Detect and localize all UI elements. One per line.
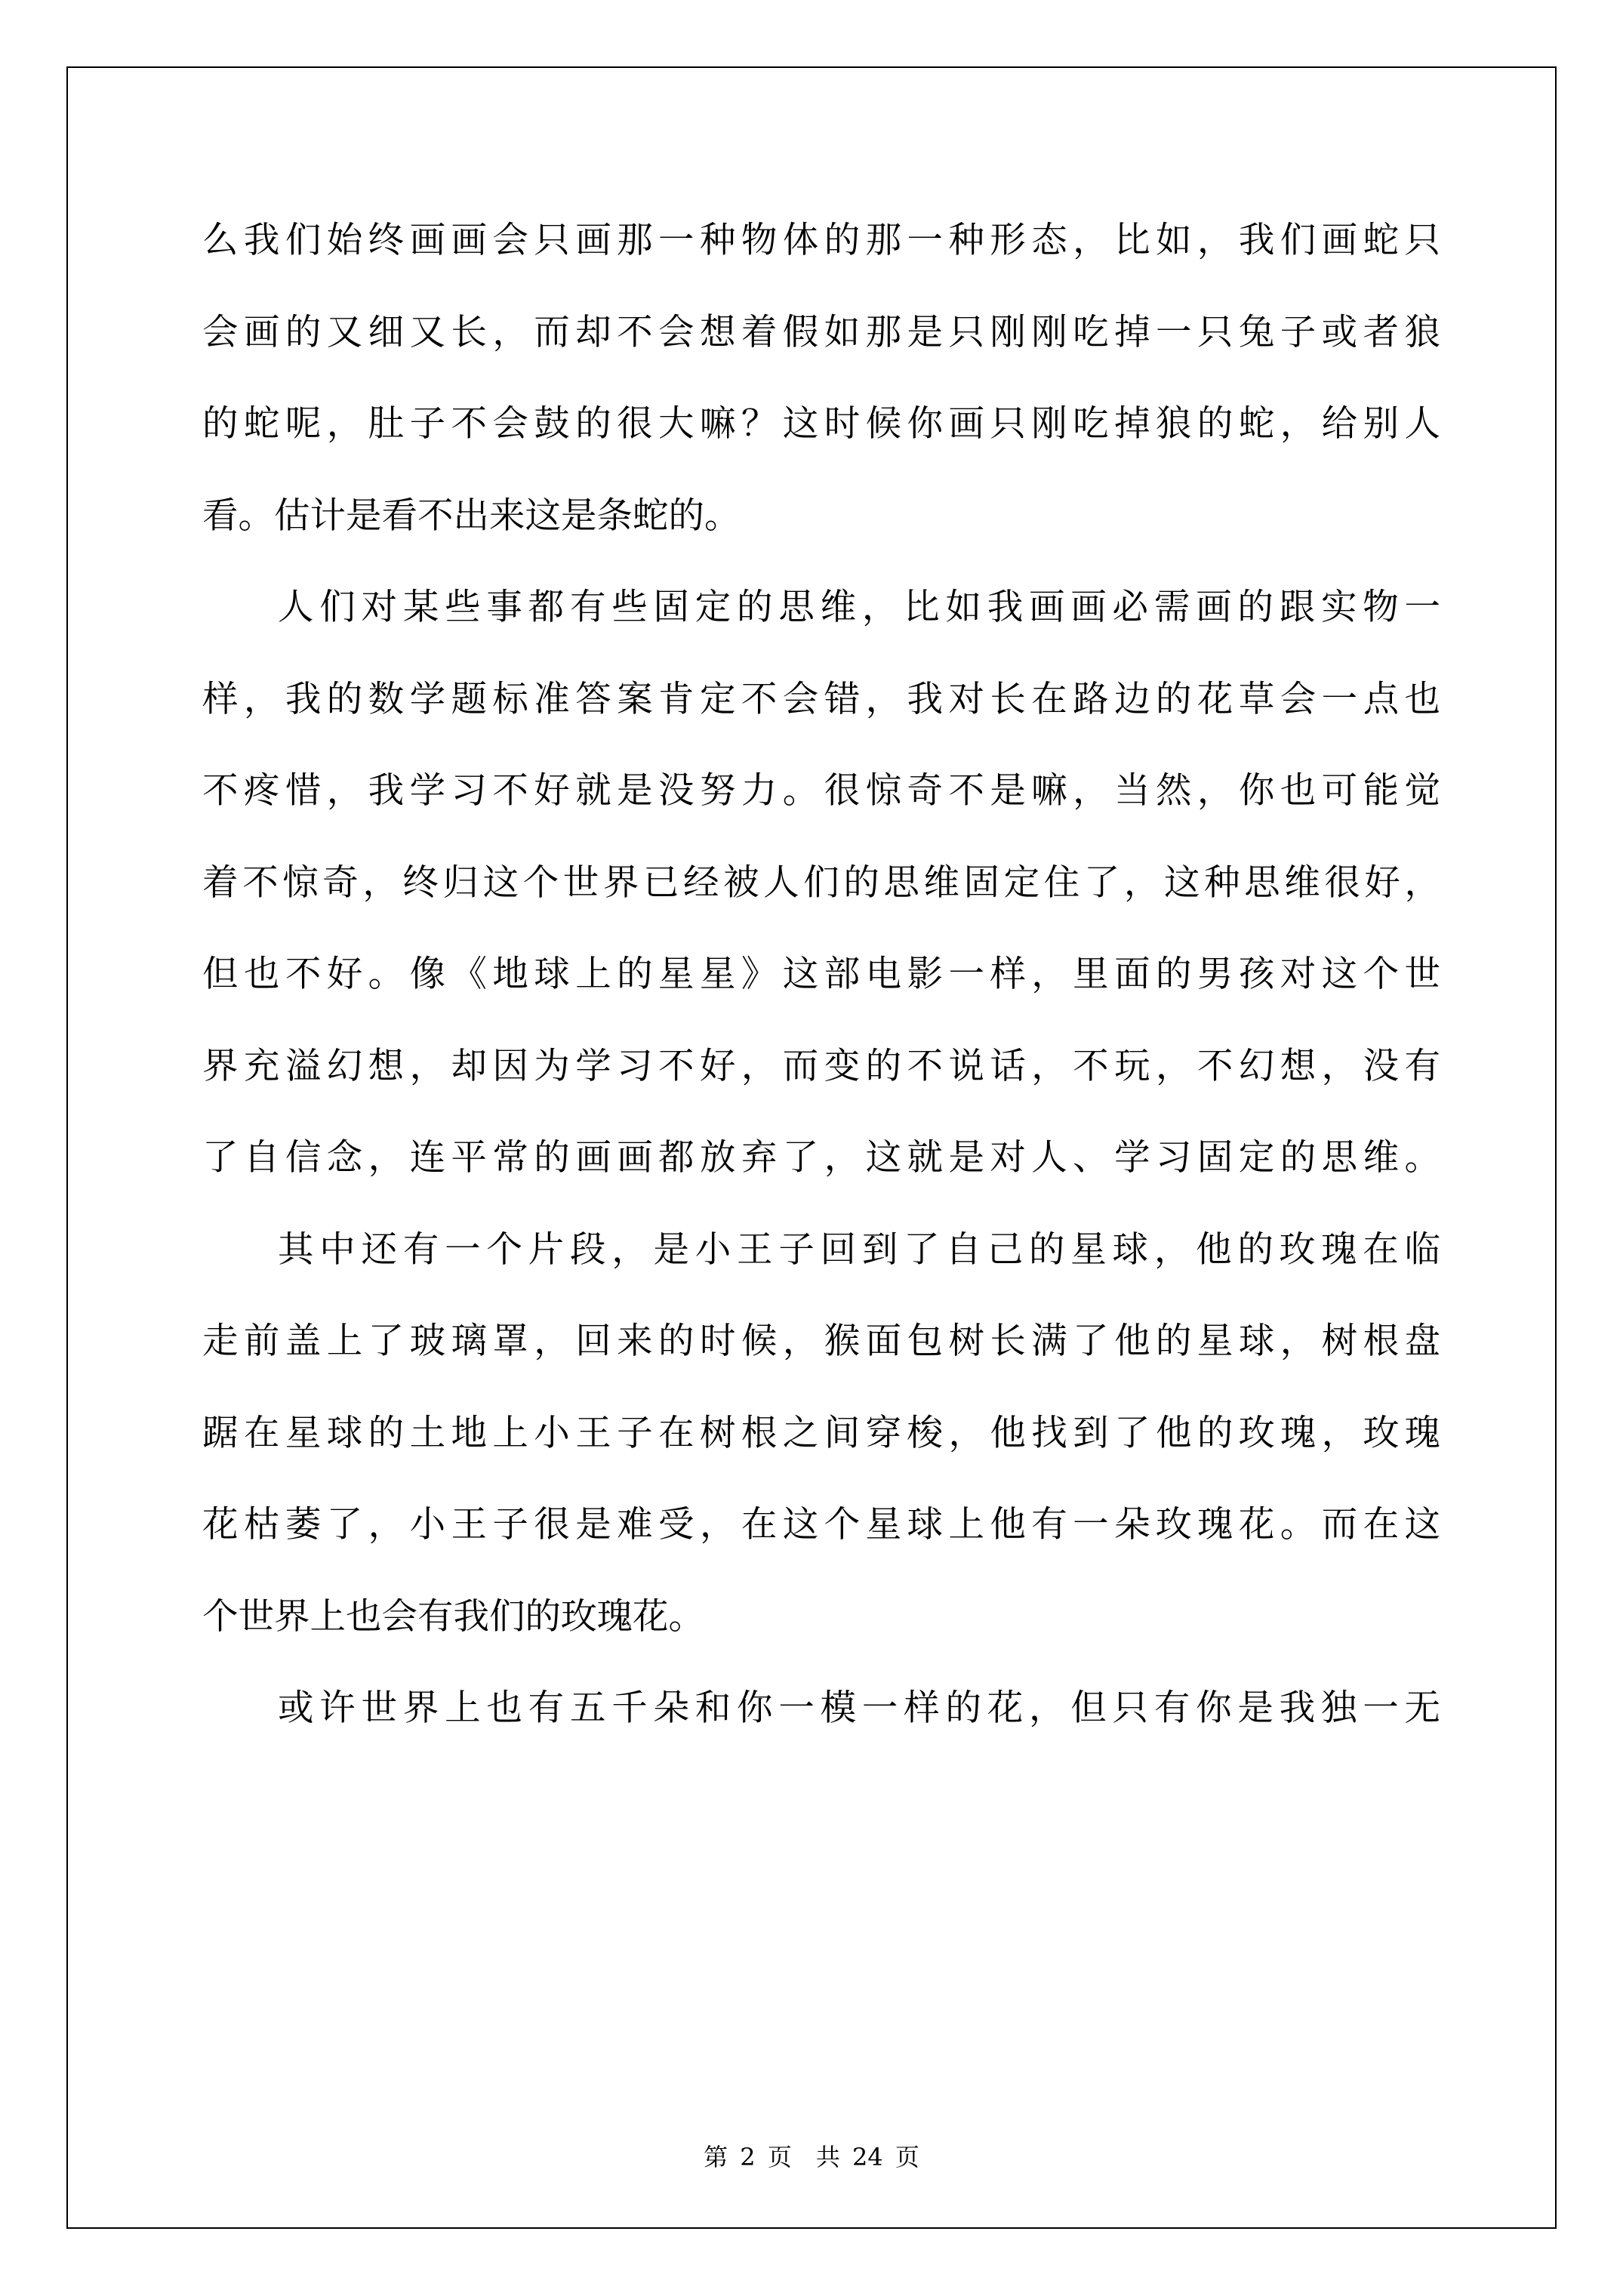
text-line: 花枯萎了，小王子很是难受，在这个星球上他有一朵玫瑰花。而在这 bbox=[202, 1504, 1440, 1546]
text-line: 个世界上也会有我们的玫瑰花。 bbox=[202, 1595, 704, 1638]
page-footer: 第 2 页 共 24 页 bbox=[704, 2143, 919, 2171]
text-line: 其中还有一个片段，是小王子回到了自己的星球，他的玫瑰在临 bbox=[278, 1228, 1440, 1271]
text-line: 么我们始终画画会只画那一种物体的那一种形态，比如，我们画蛇只 bbox=[202, 220, 1440, 261]
text-line: 走前盖上了玻璃罩，回来的时候，猴面包树长满了他的星球，树根盘 bbox=[202, 1321, 1440, 1362]
text-line: 会画的又细又长，而却不会想着假如那是只刚刚吃掉一只兔子或者狼 bbox=[202, 311, 1440, 353]
body-text bbox=[202, 195, 1440, 1755]
text-line: 样，我的数学题标准答案肯定不会错，我对长在路边的花草会一点也 bbox=[202, 678, 1440, 720]
text-line: 但也不好。像《地球上的星星》这部电影一样，里面的男孩对这个世 bbox=[202, 954, 1440, 995]
text-line: 界充溢幻想，却因为学习不好，而变的不说话，不玩，不幻想，没有 bbox=[202, 1045, 1440, 1087]
text-line: 的蛇呢，肚子不会鼓的很大嘛？这时候你画只刚吃掉狼的蛇，给别人 bbox=[202, 403, 1440, 445]
text-line: 人们对某些事都有些固定的思维，比如我画画必需画的跟实物一 bbox=[278, 587, 1440, 628]
text-line: 踞在星球的土地上小王子在树根之间穿梭，他找到了他的玫瑰，玫瑰 bbox=[202, 1412, 1440, 1454]
text-line: 了自信念，连平常的画画都放弃了，这就是对人、学习固定的思维。 bbox=[202, 1137, 1440, 1179]
text-line: 着不惊奇，终归这个世界已经被人们的思维固定住了，这种思维很好， bbox=[202, 861, 1440, 904]
text-line: 或许世界上也有五千朵和你一模一样的花，但只有你是我独一无 bbox=[278, 1687, 1440, 1729]
text-line: 看。估计是看不出来这是条蛇的。 bbox=[202, 495, 741, 537]
text-line: 不疼惜，我学习不好就是没努力。很惊奇不是嘛，当然，你也可能觉 bbox=[202, 770, 1440, 812]
